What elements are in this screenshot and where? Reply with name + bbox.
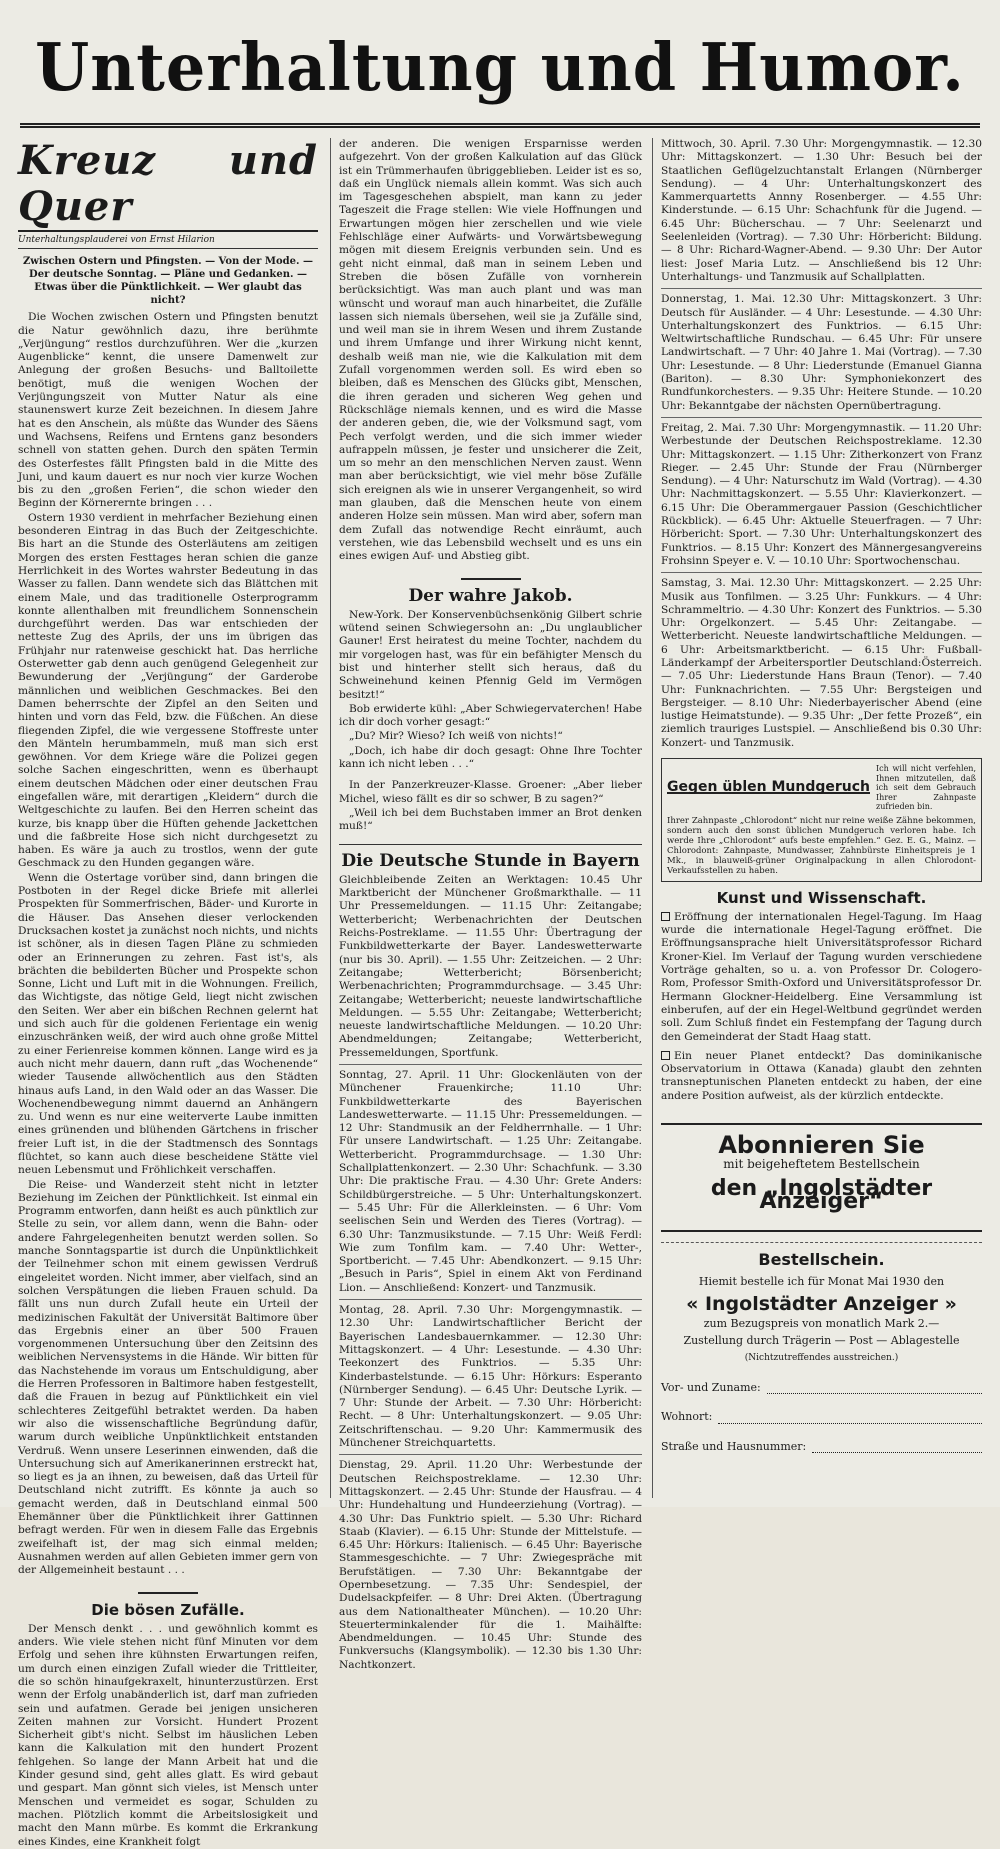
bullet-box-icon xyxy=(661,912,670,921)
newspaper-name: den „Ingolstädter Anzeiger“ xyxy=(710,1175,933,1214)
ad-body: Ihrer Zahnpaste „Chlorodont“ nicht nur reine weiße Zähne bekommen, sondern auch den sonst üblichen Mundgeruch verloren habe. Ich werde Ihre „Chlorodont“ aufs beste empfehlen.“ Gez. E. G., Mainz. — Chlorodont: Zahnpaste, Mundwasser, Zahnbürste Einheitspreis je 1 Mk., in blauweiß-grüner Originalpackung in allen Chlorodont-Verkaufsstellen zu haben. xyxy=(667,815,976,876)
divider xyxy=(339,844,642,845)
program-day: Dienstag, 29. April. 11.20 Uhr: Werbestunde der Deutschen Reichspostreklame. — 12.30 Uhr: Mittagskonzert. — 2.45 Uhr: Stunde der Hausfrau. — 4 Uhr: Hundehaltung und Hundeerziehung (Vortrag). — 4.30 Uhr: Das Funktrio spielt. — 5.30 Uhr: Richard Staab (Klavier). — 6.15 Uhr: Stunde der Mittelstufe. — 6.45 Uhr: Hörkurs: Italienisch. — 6.45 Uhr: Bayerische Stammesgeschichte. — 7 Uhr: Zwiegespräche mit Berufstätigen. — 7.30 Uhr: Bekanntgabe der Opernbesetzung. — 7.35 Uhr: Sendespiel, der Dudelsackpfeifer. — 8 Uhr: Drei Akten. (Übertragung aus dem Nationaltheater München). — 10.20 Uhr: Steuerterminkalender für die 1. Maihälfte: Abendmeldungen. — 10.45 Uhr: Stunde des Funkversuchs (Klangsymbolik). — 12.30 bis 1.30 Uhr: Nachtkonzert. xyxy=(339,1459,642,1671)
street-label: Straße und Hausnummer: xyxy=(661,1439,807,1453)
joke-paragraph: „Du? Mir? Wieso? Ich weiß von nichts!“ xyxy=(349,730,563,743)
paragraph: Wenn die Ostertage vorüber sind, dann bringen die Postboten in der Regel dicke Briefe mit allerlei Prospekten für Sommerfrischen, Bäder- und Kurorte in die Häuser. Das Ansehen dieser verlockenden Drucksachen kostet ja zunächst noch nichts, und nichts ist schöner, als in diesen Tagen Pläne zu schmieden oder an Erinnerungen zu zehren. Fast ist's, als brächten die bebilderten Bücher und Prospekte schon Sonne, Licht und Luft mit in die Wohnungen. Freilich, das Wichtigste, das nötige Geld, liegt nicht zwischen den Seiten. Wer aber ein bißchen Rechnen gelernt hat und sich auch für die goldenen Ferientage ein wenig einzuschränken weiß, der wird auch ohne große Mittel zu einer Ferienreise kommen können. Lange wird es ja auch nicht mehr dauern, dann ruft „das Wochenende“ wieder Tausende allwöchentlich aus den Städten hinaus aufs Land, in den Wald oder an das Wasser. Die Wochenendbewegung nimmt dauernd an Anhängern zu. Und wenn es nur eine weiterverte Laube inmitten eines grünenden und blühenden Gärtchens in frischer freier Luft ist, in die der Stadtmensch des Sonntags flüchtet, so kann auch diese bescheidene Stätte viel neuen Lebensmut und Fröhlichkeit verschaffen. xyxy=(18,871,318,1177)
radio-program-title: Die Deutsche Stunde in Bayern xyxy=(341,850,640,871)
program-day: Donnerstag, 1. Mai. 12.30 Uhr: Mittagskonzert. 3 Uhr: Deutsch für Ausländer. — 4 Uhr: Lesestunde. — 4.30 Uhr: Unterhaltungskonzert des Funktrios. — 6.15 Uhr: Weltwirtschaftliche Rundschau. — 6.45 Uhr: Für unsere Landwirtschaft. — 7 Uhr: 40 Jahre 1. Mai (Vortrag). — 7.30 Uhr: Lesestunde. — 8 Uhr: Liederstunde (Emanuel Gianna (Bariton). — 8.30 Uhr: Symphoniekonzert des Rundfunkorchesters. — 9.35 Uhr: Heitere Stunde. — 10.20 Uhr: Bekanntgabe der nächsten Opernübertragung. xyxy=(661,293,982,418)
chlorodont-ad xyxy=(661,758,982,882)
paragraph: der anderen. Die wenigen Ersparnisse werden aufgezehrt. Von der großen Kalkulation auf das Glück ist ein Trümmerhaufen übriggeblieben. Leider ist es so, daß ein Unglück niemals allein kommt. Was sich auch im Tagesgeschehen abspielt, man kann zu jeder Tageszeit die Frage stellen: Wie viele Hoffnungen und Erwartungen mögen hier zerschellen und wie viele Fehlschläge einer Aufwärts- und Vorwärtsbewegung mögen mit diesem Ereignis verbunden sein. Und es geht nicht einmal, daß man in seinem Leben und Streben die bösen Zufälle von vornherein berücksichtigt. Was man auch plant und was man wünscht und worauf man auch hinarbeitet, die Zufälle lassen sich niemals übersehen, weil sie ja Zufälle sind, und weil man sie in ihrem Wesen und ihrem Zustande und ihrem Umfange und ihrer Wirkung nicht kennt, deshalb weiß man nie, wie die Kalkulation mit dem Zufall vorgenommen werden soll. Es wird eben so bleiben, daß es Menschen des Glücks gibt, Menschen, die ihren geraden und sicheren Weg gehen und Rückschläge niemals kennen, und es wird die Masse der anderen geben, die, wie der Volksmund sagt, vom Pech verfolgt werden, und die sich immer wieder aufrappeln müssen, je fester und unsicherer die Zeit, um so mehr an den menschlichen Nerven zaust. Wenn man aber berücksichtigt, wie viel mehr böse Zufälle sich ereignen als wie in unserer Vergangenheit, so wird man glauben, daß die Menschen heute von einem anderen Holze sein müssen. Man wird aber, sofern man dem Zufall das notwendige Recht einräumt, auch verstehen, wie das Lebensbild wechselt und es uns ein eines ewigen Auf- und Abstieg gibt. xyxy=(339,138,642,563)
news-item xyxy=(661,1050,982,1103)
program-day: Sonntag, 27. April. 11 Uhr: Glockenläuten von der Münchener Frauenkirche; 11.10 Uhr: Funkbildwetterkarte des Bayerischen Landeswetterwarte. — 11.15 Uhr: Pressemeldungen. — 12 Uhr: Standmusik an der Feldherrnhalle. — 1 Uhr: Für unsere Landwirtschaft. — 1.25 Uhr: Zeitangabe. Wetterbericht. Programmdurchsage. — 1.30 Uhr: Schallplattenkonzert. — 2.30 Uhr: Schachfunk. — 3.30 Uhr: Die praktische Frau. — 4.30 Uhr: Grete Anders: Schildbürgerstreiche. — 5 Uhr: Unterhaltungskonzert. — 5.45 Uhr: Für die Allerkleinsten. — 6 Uhr: Vom seelischen Sein und Werden des Tieres (Vortrag). — 6.30 Uhr: Tanzmusikstunde. — 7.15 Uhr: Weiß Ferdl: Wie zum Tonfilm kam. — 7.40 Uhr: Wetter-, Sportbericht. — 7.45 Uhr: Abendkonzert. — 9.15 Uhr: „Besuch in Paris“, Spiel in einem Akt von Ferdinand Lion. — Anschließend: Konzert- und Tanzmusik. xyxy=(339,1069,642,1300)
residence-line[interactable] xyxy=(718,1412,982,1424)
street-line[interactable] xyxy=(812,1441,982,1453)
paragraph: Ostern 1930 verdient in mehrfacher Beziehung einen besonderen Eintrag in das Buch der Zeitgeschichte. Bis hart an die Stunde des Osterläutens am zeitigen Morgen des ersten Festtages heran schien die ganze Herrlichkeit in des Wortes wahrster Bedeutung in das Wasser zu fallen. Dann wendete sich das Blättchen mit einem Male, und das traditionelle Osterprogramm konnte allenthalben mit freundlichem Sonnenschein durchgeführt werden. Das war entschieden der netteste Zug des Aprils, der uns im übrigen das Frühjahr nur ratenweise geschickt hat. Das herrliche Osterwetter gab denn auch genügend Gelegenheit zur Bewunderung der „Verjüngung“ der Garderobe männlichen und weiblichen Geschmackes. Bei den Damen beherrschte der Zipfel an den Seiten und hinten und vorn das Feld, bzw. die Füßchen. An diese fliegenden Zipfel, die wie vergessene Stoffreste unter den Mänteln herumbammeln, muß man sich erst gewöhnen. Vor dem Kriege wäre die Polizei gegen solche Sachen eingeschritten, wenn es überhaupt einem deutschen Mädchen oder einer deutschen Frau eingefallen wäre, mit derartigen „Kleidern“ durch die Weltgeschichte zu laufen. Bei den Herren scheint das kurze, bis knapp über die Hüften gehende Jackettchen und die faßbreite Hose sich nicht durchgesetzt zu haben. Es wäre ja auch zu trostlos, wenn der gute Geschmack zu den Hunden gegangen wäre. xyxy=(18,511,318,870)
section-title: Der wahre Jakob. xyxy=(408,585,573,606)
news-text: Eröffnung der internationalen Hegel-Tagung. Im Haag wurde die internationale Hegel-Tagung eröffnet. Die Eröffnungsansprache hielt Universitätsprofessor Richard Kroner-Kiel. Im Verlauf der Tagung wurden verschiedene Vorträge gehalten, so u. a. von Professor Dr. Cologero-Rom, Professor Smith-Oxford und Universitätsprofessor Dr. Hermann Glockner-Heidelberg. Eine Versammlung ist einberufen, auf der ein Hegel-Weltbund gegründet werden soll. Zum Schluß findet ein Festempfang der Tagung durch den Gemeinderat der Stadt Haag statt. xyxy=(661,910,982,1043)
form-newspaper-name: « Ingolstädter Anzeiger » xyxy=(686,1292,957,1315)
masthead xyxy=(20,18,980,128)
divider xyxy=(138,1592,198,1594)
divider xyxy=(461,578,521,580)
paragraph: Die Wochen zwischen Ostern und Pfingsten benutzt die Natur gewöhnlich dazu, ihre berühmte „Verjüngung“ restlos durchzuführen. Wer die „kurzen Augenblicke“ kennt, die unsere Damenwelt zur Anlegung der großen Besuchs- und Balltoilette benötigt, muß die wenigen Wochen der Verjüngungszeit von Mutter Natur als eine staunenswert kurze Zeit bezeichnen. In diesem Jahre hat es den Anschein, als müßte das Wunder des Säens und Wachsens, Reifens und Erntens ganz besonders schnell von statten gehen. Durch den späten Termin des Osterfestes fällt Pfingsten bald in die Mitte des Juni, und kaum dauert es nur noch vier kurze Wochen bis zu den „großen Ferien“, die schon wieder den Beginn der Körnerernte bringen . . . xyxy=(18,311,318,510)
joke-paragraph: New-York. Der Konservenbüchsenkönig Gilbert schrie wütend seinen Schwiegersohn an: „Du unglaublicher Gauner! Erst heiratest du meine Tochter, nachdem du mir vorgelogen hast, was für ein befähigter Mensch du bist und hinterher stellt sich heraus, daß du Schweinehund keinen Pfennig Geld im Vermögen besitzt!“ xyxy=(339,608,642,701)
column-2 xyxy=(330,138,642,1671)
street-field[interactable] xyxy=(661,1440,982,1453)
order-form xyxy=(661,1242,982,1453)
subscribe-subheading: mit beigeheftetem Bestellschein xyxy=(723,1157,920,1172)
name-field[interactable] xyxy=(661,1381,982,1394)
name-label: Vor- und Zuname: xyxy=(661,1380,761,1394)
paragraph: Der Mensch denkt . . . und gewöhnlich kommt es anders. Wie viele stehen nicht fünf Minuten vor dem Erfolg und sehen ihre kühnsten Erwartungen reifen, um durch einen einzigen Zufall wieder die Trittleiter, die so schön hinaufgekraxelt, hinunterzustürzen. Erst wenn der Erfolg unabänderlich ist, darf man zufrieden sein und aufatmen. Gerade bei jenigen unsicheren Zeiten mahnen zur Vorsicht. Hundert Prozent Sicherheit gibt's nicht. Selbst im häuslichen Leben kann die Kalkulation mit den hundert Prozent fehlgehen. So lange der Mann Arbeit hat und die Kinder gesund sind, geht alles glatt. Es wird gebaut und gespart. Man gönnt sich vieles, ist Mensch unter Menschen und vermeidet es sogar, Schulden zu machen. Plötzlich kommt die Arbeitslosigkeit und macht den Mann mürbe. Es kommt die Erkrankung eines Kindes, eine Krankheit folgt xyxy=(18,1622,318,1848)
column-3 xyxy=(652,138,982,1498)
program-day: Freitag, 2. Mai. 7.30 Uhr: Morgengymnastik. — 11.20 Uhr: Werbestunde der Deutschen Reichspostreklame. 12.30 Uhr: Mittagskonzert. — 1.15 Uhr: Zitherkonzert von Franz Rieger. — 2.45 Uhr: Stunde der Frau (Nürnberger Sendung). — 4 Uhr: Naturschutz im Wald (Vortrag). — 4.30 Uhr: Nachmittagskonzert. — 5.55 Uhr: Klavierkonzert. — 6.15 Uhr: Die Oberammergauer Passion (Geschichtlicher Rückblick). — 6.45 Uhr: Aktuelle Steuerfragen. — 7 Uhr: Hörbericht: Sport. — 7.30 Uhr: Unterhaltungskonzert des Funktrios. — 8.15 Uhr: Konzert des Männergesangvereins Frohsinn Speyer e. V. — 10.10 Uhr: Sportwochenschau. xyxy=(661,422,982,573)
section-title: Kunst und Wissenschaft. xyxy=(716,888,927,907)
news-item xyxy=(661,911,982,1044)
order-form-title: Bestellschein. xyxy=(661,1242,982,1266)
bullet-box-icon xyxy=(661,1051,670,1060)
residence-field[interactable] xyxy=(661,1410,982,1423)
subscribe-heading: Abonnieren Sie xyxy=(718,1131,925,1160)
masthead-title: Unterhaltung und Humor. xyxy=(35,29,965,106)
name-line[interactable] xyxy=(767,1382,982,1394)
paragraph: Die Reise- und Wanderzeit steht nicht in letzter Beziehung im Zeichen der Pünktlichkeit. Ist einmal ein Programm entworfen, dann heißt es auch pünktlich zur Stelle zu sein, vor allem dann, wenn die Bahn- oder andere Fahrgelegenheiten benutzt werden sollen. So manche Sonntagspartie ist durch die Unpünktlichkeit der Teilnehmer schon mit einem gewissen Verdruß eingeleitet worden. Nicht immer, aber vielfach, sind an solchen Verspätungen die lieben Frauen schuld. Da fällt uns nun durch Zufall heute ein Urteil der medizinischen Fakultät der Universität Baltimore über das Ergebnis einer an über 500 Frauen vorgenommenen Untersuchung über den Zeitsinn des weiblichen Nervensystems in die Hände. Wir bitten für das Nachstehende im voraus um Entschuldigung, aber die Herren Professoren in Baltimore haben festgestellt, daß die Frauen in bezug auf Pünktlichkeit ein viel schlechteres Zeitgefühl betraktet werden. Da haben wir also die wissenschaftliche Begründung dafür, warum durch weibliche Unpünktlichkeit entstanden Verdruß. Wenn unsere Leserinnen einwenden, daß die Untersuchung sich auf Amerikanerinnen erstreckt hat, so liegt es ja an ihnen, zu beweisen, daß das Urteil für Deutschland nicht zutrifft. Es könnte ja auch so gemacht werden, daß in Deutschland einmal 500 Ehemänner über die Pünktlichkeit ihrer Gattinnen befragt werden. Für wen in diesem Falle das Ergebnis zweifelhaft ist, der mag sich einmal melden; Ausnahmen werden auf allen Gebieten immer gern von der Allgemeinheit bestaunt . . . xyxy=(18,1178,318,1577)
ad-side-text: Ich will nicht verfehlen, Ihnen mitzuteilen, daß ich seit dem Gebrauch Ihrer Zahnpaste zufrieden bin. xyxy=(876,764,976,812)
column-1 xyxy=(18,137,318,1848)
kreuz-und-quer-title: Kreuz und Quer xyxy=(18,137,318,230)
joke-paragraph: „Doch, ich habe dir doch gesagt: Ohne Ihre Tochter kann ich nicht leben . . .“ xyxy=(339,744,642,771)
kreuz-und-quer-subtitle: Unterhaltungsplauderei von Ernst Hilarion xyxy=(18,234,318,249)
ad-title: Gegen üblen Mundgeruch xyxy=(667,778,871,795)
program-day: Gleichbleibende Zeiten an Werktagen: 10.45 Uhr Marktbericht der Münchener Großmarkthalle. — 11 Uhr Pressemeldungen. — 11.15 Uhr: Zeitangabe; Wetterbericht; Werbenachrichten der Deutschen Reichs-Postreklame. — 11.55 Uhr: Übertragung der Funkbildwetterkarte der Bayer. Landeswetterwarte (nur bis 30. April). — 1.55 Uhr: Zeitzeichen. — 2 Uhr: Zeitangabe; Wetterbericht; Börsenbericht; Werbenachrichten; Programmdurchsage. — 3.45 Uhr: Zeitangabe; Wetterbericht; neueste landwirtschaftliche Meldungen. — 5.55 Uhr: Zeitangabe; Wetterbericht; neueste landwirtschaftliche Meldungen. — 10.20 Uhr: Abendmeldungen; Zeitangabe; Wetterbericht, Pressemeldungen, Sportfunk. xyxy=(339,874,642,1065)
program-day: Mittwoch, 30. April. 7.30 Uhr: Morgengymnastik. — 12.30 Uhr: Mittagskonzert. — 1.30 Uhr: Besuch bei der Staatlichen Geflügelzuchtanstalt Erlangen (Nürnberger Sendung). — 4 Uhr: Unterhaltungskonzert des Kammerquartetts Annny Rosenberger. — 4.55 Uhr: Kinderstunde. — 6.15 Uhr: Schachfunk für die Jugend. — 6.45 Uhr: Bücherschau. — 7 Uhr: Seelenarzt und Seelenleiden (Vortrag). — 7.30 Uhr: Hörbericht: Bildung. — 8 Uhr: Richard-Wagner-Abend. — 9.30 Uhr: Der Autor liest: Josef Maria Lutz. — Anschließend bis 12 Uhr: Unterhaltungs- und Tanzmusik auf Schallplatten. xyxy=(661,138,982,289)
residence-label: Wohnort: xyxy=(661,1410,713,1424)
subscription-ad xyxy=(661,1123,982,1232)
form-note: (Nichtzutreffendes ausstreichen.) xyxy=(744,1352,899,1363)
radio-program-continued xyxy=(661,138,982,750)
joke-paragraph: „Weil ich bei dem Buchstaben immer an Brot denken muß!“ xyxy=(339,806,642,833)
joke-paragraph: In der Panzerkreuzer-Klasse. Groener: „Aber lieber Michel, wieso fällt es dir so schwer, B zu sagen?“ xyxy=(339,779,642,805)
article-teaser: Zwischen Ostern und Pfingsten. — Von der Mode. — Der deutsche Sonntag. — Pläne und Gedanken. — Etwas über die Pünktlichkeit. — Wer glaubt das nicht? xyxy=(23,256,313,307)
section-title: Die bösen Zufälle. xyxy=(91,1600,245,1619)
form-delivery: Zustellung durch Trägerin — Post — Ablagestelle xyxy=(683,1334,960,1348)
form-price: zum Bezugspreis von monatlich Mark 2.— xyxy=(703,1317,940,1331)
radio-program xyxy=(339,874,642,1672)
program-day: Montag, 28. April. 7.30 Uhr: Morgengymnastik. — 12.30 Uhr: Landwirtschaftlicher Bericht der Bayerischen Landesbauernkammer. — 12.30 Uhr: Mittagskonzert. — 4 Uhr: Lesestunde. — 4.30 Uhr: Teekonzert des Funktrios. — 5.35 Uhr: Kinderbastelstunde. — 6.15 Uhr: Hörkurs: Esperanto (Nürnberger Sendung). — 6.45 Uhr: Deutsche Lyrik. — 7 Uhr: Stunde der Arbeit. — 7.30 Uhr: Hörbericht: Recht. — 8 Uhr: Unterhaltungskonzert. — 9.05 Uhr: Zeitschriftenschau. — 9.20 Uhr: Kammermusik des Münchener Streichquartetts. xyxy=(339,1304,642,1455)
news-text: Ein neuer Planet entdeckt? Das dominikanische Observatorium in Ottawa (Kanada) glaubt den zehnten transneptunischen Planeten entdeckt zu haben, der eine andere Position aufweist, als der kürzlich entdeckte. xyxy=(661,1049,982,1102)
program-day: Samstag, 3. Mai. 12.30 Uhr: Mittagskonzert. — 2.25 Uhr: Musik aus Tonfilmen. — 3.25 Uhr: Funkkurs. — 4 Uhr: Schrammeltrio. — 4.30 Uhr: Konzert des Funktrios. — 5.30 Uhr: Orgelkonzert. — 5.45 Uhr: Zeitangabe. — Wetterbericht. Neueste landwirtschaftliche Meldungen. — 6 Uhr: Arbeitsmarktbericht. — 6.15 Uhr: Fußball-Länderkampf der Arbeitersportler Deutschland:Österreich. — 7.05 Uhr: Liederstunde Hans Braun (Tenor). — 7.40 Uhr: Funknachrichten. — 7.55 Uhr: Bergsteigen und Bergsteiger. — 8.10 Uhr: Niederbayerischer Abend (eine lustige Heimatstunde). — 9.35 Uhr: „Der fette Prozeß“, ein ziemlich trauriges Lustspiel. — Anschließend bis 0.30 Uhr: Konzert- und Tanzmusik. xyxy=(661,577,982,749)
form-text: Hiemit bestelle ich für Monat Mai 1930 den xyxy=(698,1274,945,1288)
joke-paragraph: Bob erwiderte kühl: „Aber Schwiegervaterchen! Habe ich dir doch vorher gesagt:“ xyxy=(339,702,642,729)
